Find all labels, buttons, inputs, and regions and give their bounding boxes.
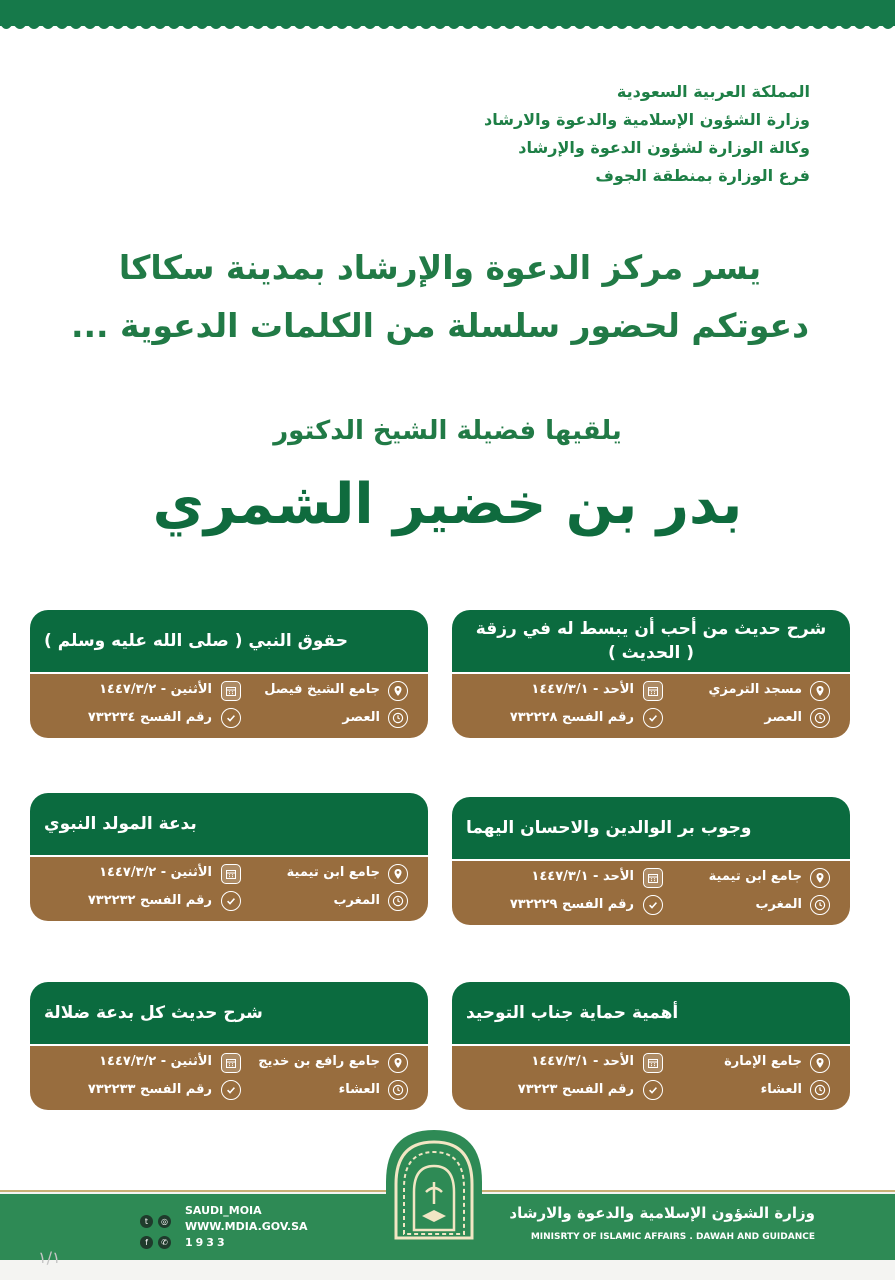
- lecture-card: [30, 982, 428, 1110]
- header-agency: وكالة الوزارة لشؤون الدعوة والإرشاد: [518, 138, 810, 157]
- checkmark-icon: [221, 891, 241, 911]
- lecture-card: [452, 610, 850, 738]
- calendar-icon: [221, 681, 241, 701]
- lecture-day-date: الأثنين - ١٤٤٧/٣/٢: [99, 1054, 212, 1069]
- lecture-details: [452, 674, 850, 738]
- instagram-icon: ◎: [158, 1215, 171, 1228]
- calendar-icon: [221, 864, 241, 884]
- lecture-details: [452, 1046, 850, 1110]
- speaker-prefix: يلقيها فضيلة الشيخ الدكتور: [273, 416, 622, 446]
- clock-icon: [388, 708, 408, 728]
- lecture-title: [452, 610, 850, 672]
- lecture-permit-number: رقم الفسح ٧٣٢٢٣٢: [87, 893, 212, 908]
- checkmark-icon: [221, 708, 241, 728]
- lecture-card: [30, 610, 428, 738]
- lecture-location: جامع الشيخ فيصل: [264, 682, 380, 697]
- social-handle: SAUDI_MOIA: [185, 1204, 262, 1217]
- twitter-icon: t: [140, 1215, 153, 1228]
- calendar-icon: [643, 1053, 663, 1073]
- facebook-icon: f: [140, 1236, 153, 1249]
- footer-ministry-arabic: وزارة الشؤون الإسلامية والدعوة والارشاد: [509, 1204, 815, 1222]
- checkmark-icon: [643, 1080, 663, 1100]
- location-pin-icon: [388, 1053, 408, 1073]
- ministry-header: [484, 78, 810, 190]
- calendar-icon: [221, 1053, 241, 1073]
- header-country: المملكة العربية السعودية: [616, 82, 810, 101]
- lecture-title-line-1: شرح حديث كل بدعة ضلالة: [44, 1003, 263, 1023]
- lecture-title: [30, 793, 428, 855]
- lecture-details: [30, 857, 428, 921]
- location-pin-icon: [810, 868, 830, 888]
- checkmark-icon: [643, 708, 663, 728]
- header-branch: فرع الوزارة بمنطقة الجوف: [595, 166, 810, 185]
- lecture-day-date: الأثنين - ١٤٤٧/٣/٢: [99, 865, 212, 880]
- website-link[interactable]: WWW.MDIA.GOV.SA: [185, 1220, 308, 1233]
- lecture-title: [452, 982, 850, 1044]
- lecture-title-line-1: وجوب بر الوالدين والاحسان اليهما: [466, 818, 752, 838]
- calendar-icon: [643, 868, 663, 888]
- page-number: ١/١: [38, 1248, 61, 1267]
- lecture-card: [452, 982, 850, 1110]
- lecture-title-line-1: بدعة المولد النبوي: [44, 814, 197, 834]
- location-pin-icon: [388, 681, 408, 701]
- lecture-title-line-1: شرح حديث من أحب أن يبسط له في رزقة: [475, 619, 827, 639]
- lecture-permit-number: رقم الفسح ٧٣٢٢٢٩: [509, 897, 634, 912]
- location-pin-icon: [810, 681, 830, 701]
- clock-icon: [388, 1080, 408, 1100]
- lecture-permit-number: رقم الفسح ٧٣٢٢٣٣: [87, 1082, 212, 1097]
- lecture-location: مسجد الترمزي: [708, 682, 802, 697]
- lecture-permit-number: رقم الفسح ٧٣٢٢٣٤: [87, 710, 212, 725]
- lecture-day-date: الأثنين - ١٤٤٧/٣/٢: [99, 682, 212, 697]
- lecture-location: جامع ابن تيمية: [708, 869, 802, 884]
- lecture-title: [30, 610, 428, 672]
- footer-ministry-english: MINISRTY OF ISLAMIC AFFAIRS . DAWAH AND GUIDANCE: [530, 1232, 815, 1242]
- lecture-day-date: الأحد - ١٤٤٧/٣/١: [531, 869, 634, 884]
- footer-contact: [185, 1203, 308, 1251]
- lecture-location: جامع رافع بن خديج: [258, 1054, 380, 1069]
- checkmark-icon: [643, 895, 663, 915]
- lecture-card: [30, 793, 428, 921]
- speaker-name: بدر بن خضير الشمري: [152, 472, 743, 537]
- intro-line-1: يسر مركز الدعوة والإرشاد بمدينة سكاكا: [118, 248, 762, 287]
- clock-icon: [388, 891, 408, 911]
- lecture-title: [30, 982, 428, 1044]
- lecture-prayer-time: العشاء: [760, 1082, 802, 1097]
- top-border-scallop: [0, 18, 895, 38]
- phone-number: 1933: [185, 1236, 228, 1249]
- ministry-logo-icon: [382, 1126, 486, 1242]
- lecture-card: [452, 797, 850, 925]
- lecture-location: جامع الإمارة: [724, 1054, 802, 1069]
- lecture-permit-number: رقم الفسح ٧٣٢٢٢٨: [509, 710, 634, 725]
- lecture-details: [30, 1046, 428, 1110]
- lecture-day-date: الأحد - ١٤٤٧/٣/١: [531, 682, 634, 697]
- lecture-prayer-time: العصر: [342, 710, 380, 725]
- clock-icon: [810, 1080, 830, 1100]
- lecture-location: جامع ابن تيمية: [286, 865, 380, 880]
- lecture-prayer-time: العصر: [764, 710, 802, 725]
- lecture-details: [452, 861, 850, 925]
- lecture-title-line-2: ( الحديث ): [607, 643, 695, 663]
- location-pin-icon: [388, 864, 408, 884]
- lecture-prayer-time: العشاء: [338, 1082, 380, 1097]
- phone-icon: ✆: [158, 1236, 171, 1249]
- lecture-details: [30, 674, 428, 738]
- lecture-title-line-1: أهمية حماية جناب التوحيد: [466, 1003, 679, 1023]
- lecture-title: [452, 797, 850, 859]
- lecture-title-line-1: حقوق النبي ( صلى الله عليه وسلم ): [44, 631, 348, 651]
- checkmark-icon: [221, 1080, 241, 1100]
- lecture-prayer-time: المغرب: [755, 897, 802, 912]
- calendar-icon: [643, 681, 663, 701]
- lecture-prayer-time: المغرب: [333, 893, 380, 908]
- lecture-permit-number: رقم الفسح ٧٣٢٢٣: [517, 1082, 634, 1097]
- lecture-day-date: الأحد - ١٤٤٧/٣/١: [531, 1054, 634, 1069]
- intro-line-2: دعوتكم لحضور سلسلة من الكلمات الدعوية ...: [70, 306, 810, 345]
- location-pin-icon: [810, 1053, 830, 1073]
- clock-icon: [810, 895, 830, 915]
- clock-icon: [810, 708, 830, 728]
- header-ministry: وزارة الشؤون الإسلامية والدعوة والارشاد: [484, 110, 810, 129]
